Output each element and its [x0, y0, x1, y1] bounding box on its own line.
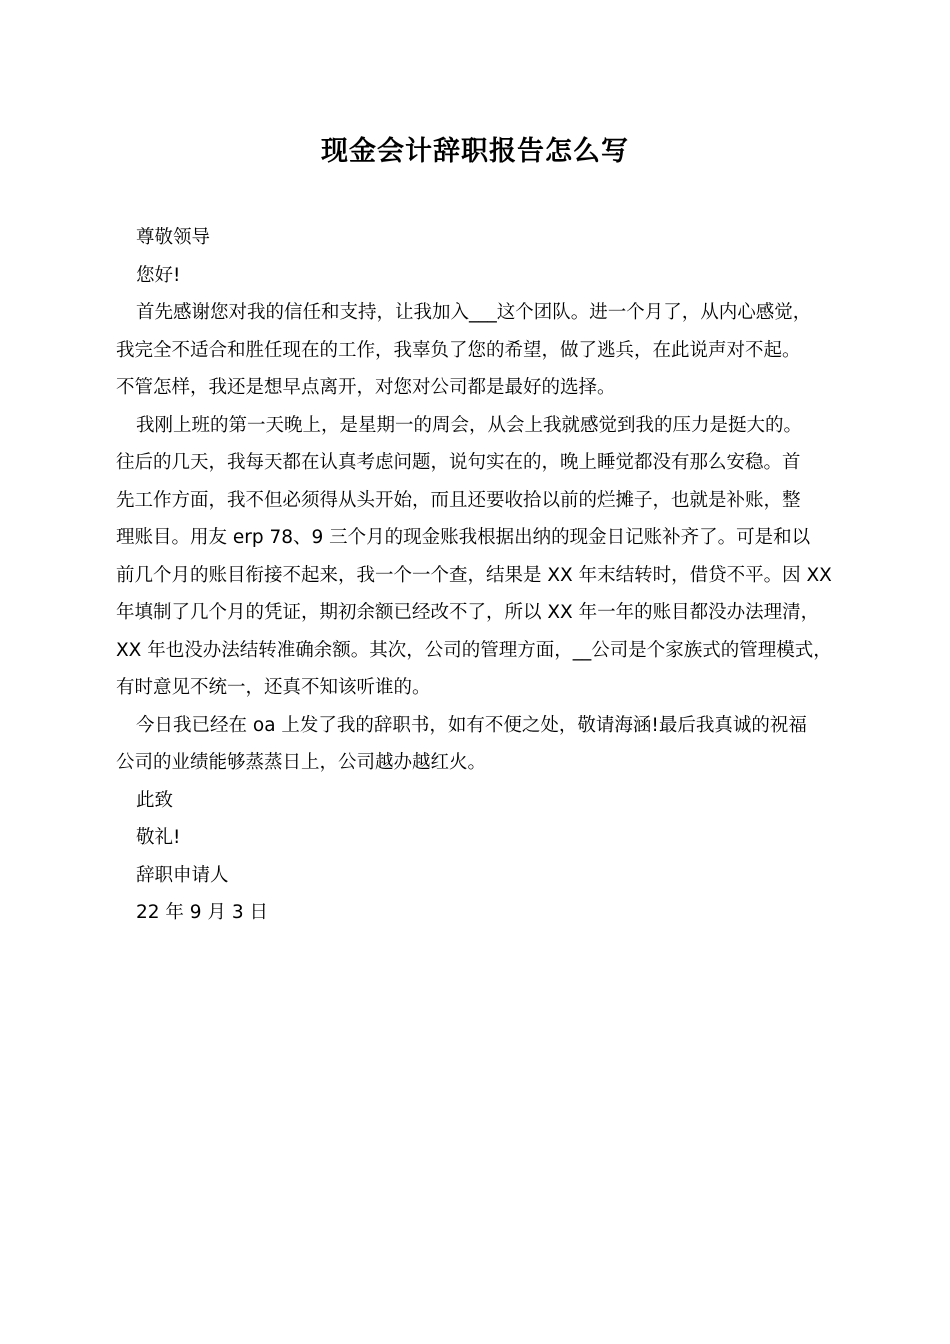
paragraph-2-line-3: 先工作方面，我不但必须得从头开始，而且还要收拾以前的烂摊子，也就是补账，整 [116, 489, 801, 511]
signature-label: 辞职申请人 [136, 864, 229, 886]
paragraph-2-line-2: 往后的几天，我每天都在认真考虑问题，说句实在的，晚上睡觉都没有那么安稳。首 [116, 452, 801, 473]
paragraph-1-line-1: 首先感谢您对我的信任和支持，让我加入___这个团队。进一个月了，从内心感觉， [136, 302, 812, 323]
closing-2: 敬礼! [136, 827, 181, 848]
paragraph-1-line-3: 不管怎样，我还是想早点离开，对您对公司都是最好的选择。 [116, 377, 616, 398]
letter-date: 22 年 9 月 3 日 [136, 902, 268, 923]
letter-body [116, 219, 852, 932]
paragraph-2-line-7: XX 年也没办法结转准确余额。其次，公司的管理方面，__公司是个家族式的管理模式， [116, 639, 832, 661]
paragraph-1-line-2: 我完全不适合和胜任现在的工作，我辜负了您的希望，做了逃兵，在此说声对不起。 [116, 339, 801, 361]
closing-1: 此致 [136, 789, 174, 811]
paragraph-3-line-2: 公司的业绩能够蒸蒸日上，公司越办越红火。 [116, 752, 487, 773]
greeting: 您好! [136, 264, 181, 286]
document-title: 现金会计辞职报告怎么写 [321, 136, 629, 167]
paragraph-2-line-8: 有时意见不统一，还真不知该听谁的。 [116, 677, 431, 698]
paragraph-3-line-1: 今日我已经在 oa 上发了我的辞职书，如有不便之处，敬请海涵!最后我真诚的祝福 [136, 714, 807, 736]
paragraph-2-line-1: 我刚上班的第一天晚上，是星期一的周会，从会上我就感觉到我的压力是挺大的。 [136, 414, 803, 436]
paragraph-2-line-5: 前几个月的账目衔接不起来，我一个一个查，结果是 XX 年末结转时，借贷不平。因 XX [116, 564, 832, 586]
paragraph-2-line-6: 年填制了几个月的凭证，期初余额已经改不了，所以 XX 年一年的账目都没办法理清， [116, 602, 820, 623]
salutation: 尊敬领导 [136, 227, 211, 248]
paragraph-2-line-4: 理账目。用友 erp 78、9 三个月的现金账我根据出纳的现金日记账补齐了。可是和以 [116, 527, 811, 548]
